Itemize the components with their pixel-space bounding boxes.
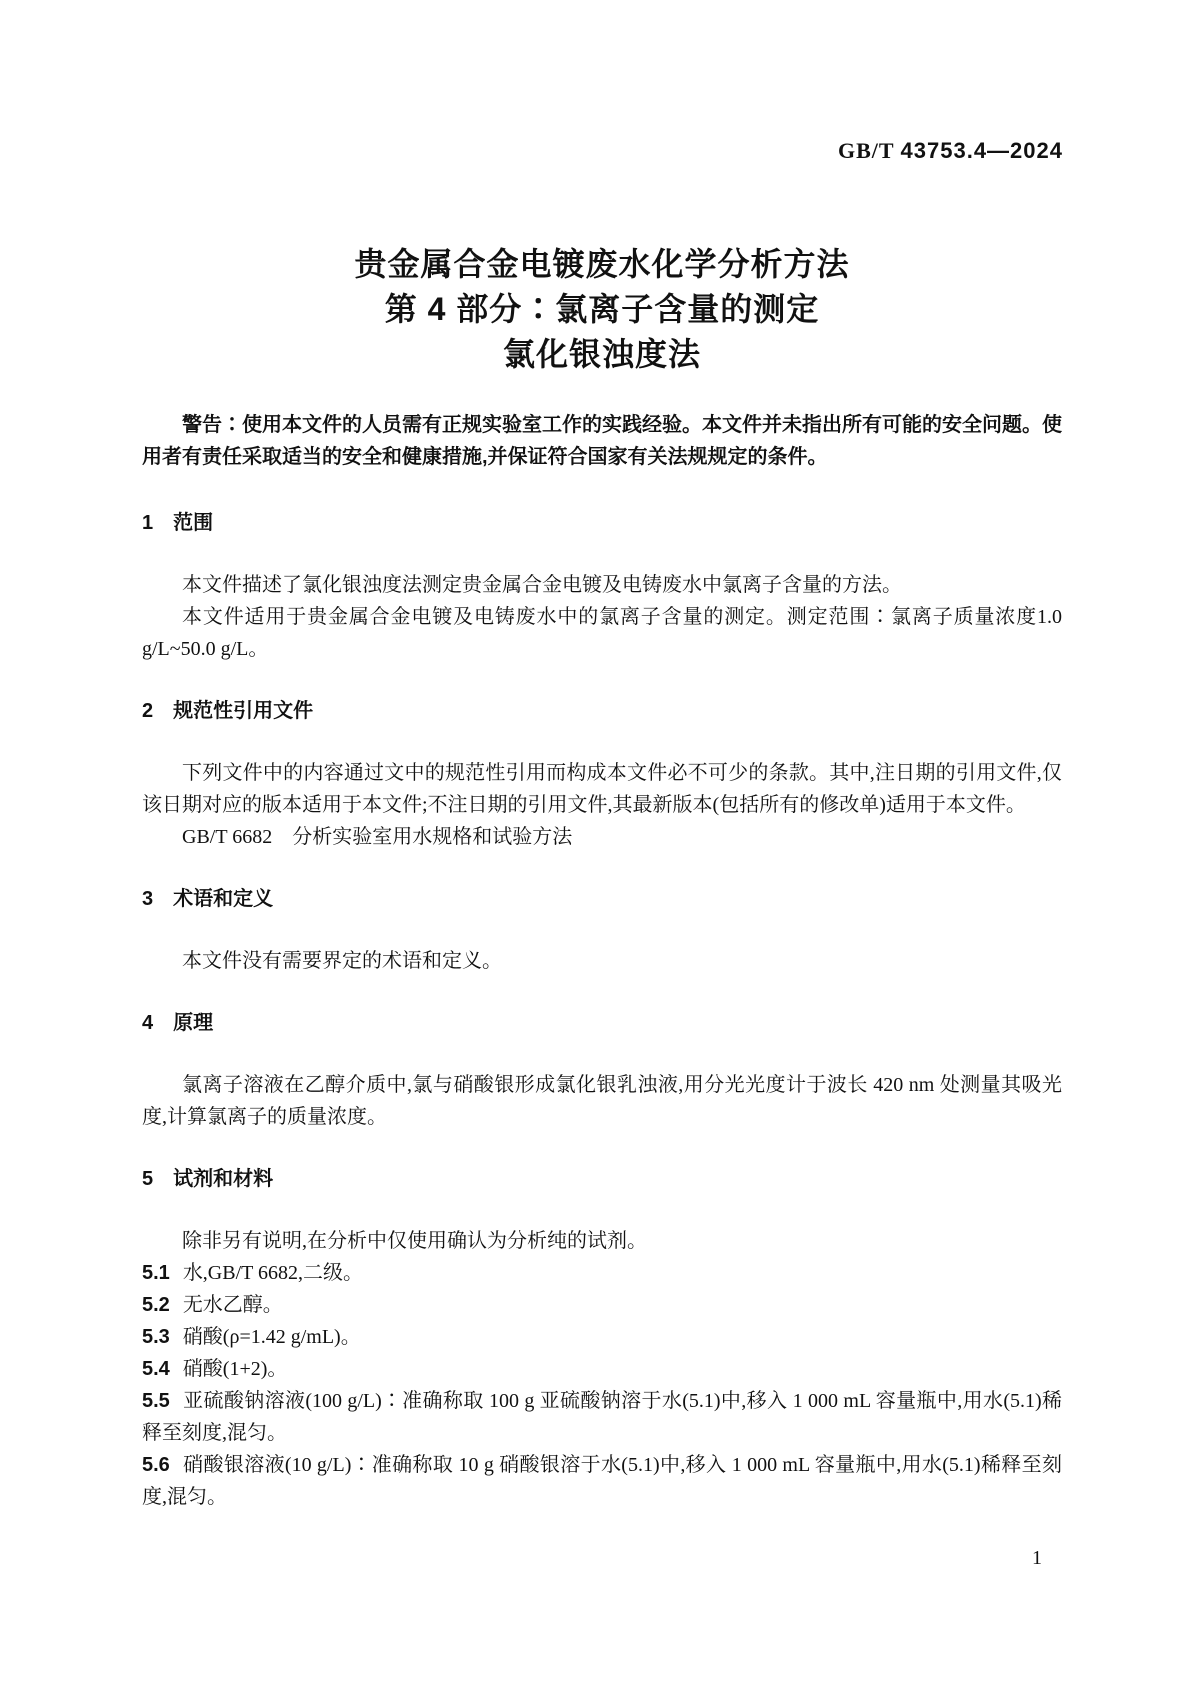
clause-5-2-text: 无水乙醇。 [182, 1294, 283, 1316]
clause-5-1-text: 水,GB/T 6682,二级。 [182, 1262, 364, 1284]
warning-paragraph: 警告∶使用本文件的人员需有正规实验室工作的实践经验。本文件并未指出所有可能的安全问题。使用者有责任采取适当的安全和健康措施,并保证符合国家有关法规规定的条件。 [142, 414, 1062, 468]
title-line-1: 贵金属合金电镀废水化学分析方法 [354, 246, 850, 282]
clause-5-3-text: 硝酸(ρ=1.42 g/mL)。 [182, 1326, 361, 1348]
clause-5-5 [142, 1385, 1062, 1449]
section-3-number: 3 [142, 888, 154, 910]
title-line-2: 第 4 部分∶氯离子含量的测定 [384, 291, 820, 327]
section-2-paragraph-1: 下列文件中的内容通过文中的规范性引用而构成本文件必不可少的条款。其中,注日期的引用文件,仅该日期对应的版本适用于本文件;不注日期的引用文件,其最新版本(包括所有的修改单)适用于本文件。 [142, 762, 1062, 816]
section-1-number: 1 [142, 512, 154, 534]
clause-5-6 [142, 1449, 1062, 1513]
section-1-heading [142, 507, 1062, 539]
section-3-paragraph-1: 本文件没有需要界定的术语和定义。 [182, 950, 502, 972]
section-4-number: 4 [142, 1012, 154, 1034]
section-5-heading [142, 1163, 1062, 1195]
clause-5-4-text: 硝酸(1+2)。 [182, 1358, 288, 1380]
section-5-number: 5 [142, 1168, 154, 1190]
clause-5-1 [142, 1257, 1062, 1289]
clause-5-1-number: 5.1 [142, 1262, 170, 1284]
section-4-paragraph-1: 氯离子溶液在乙醇介质中,氯与硝酸银形成氯化银乳浊液,用分光光度计于波长 420 nm 处测量其吸光度,计算氯离子的质量浓度。 [142, 1074, 1062, 1128]
page-number: 1 [1032, 1547, 1042, 1569]
clause-5-2 [142, 1289, 1062, 1321]
section-3-title: 术语和定义 [173, 888, 274, 910]
section-3-heading [142, 883, 1062, 915]
standard-number-prefix: GB/T [837, 138, 895, 163]
document-body [142, 507, 1062, 1513]
title-line-3: 氯化银浊度法 [502, 336, 701, 372]
clause-5-4 [142, 1353, 1062, 1385]
clause-5-6-number: 5.6 [142, 1454, 170, 1476]
standard-number [838, 139, 1063, 163]
section-4-title: 原理 [173, 1012, 214, 1034]
clause-5-6-text: 硝酸银溶液(10 g/L)∶准确称取 10 g 硝酸银溶于水(5.1)中,移入 1 000 mL 容量瓶中,用水(5.1)稀释至刻度,混匀。 [142, 1454, 1062, 1508]
section-1-paragraph-2: 本文件适用于贵金属合金电镀及电铸废水中的氯离子含量的测定。测定范围∶氯离子质量浓度1.0 g/L~50.0 g/L。 [142, 606, 1062, 660]
clause-5-3-number: 5.3 [142, 1326, 170, 1348]
section-2-number: 2 [142, 700, 154, 722]
section-5-paragraph-1: 除非另有说明,在分析中仅使用确认为分析纯的试剂。 [182, 1230, 647, 1252]
section-2-reference-entry: GB/T 6682 分析实验室用水规格和试验方法 [182, 826, 573, 848]
section-4-heading [142, 1007, 1062, 1039]
clause-5-3 [142, 1321, 1062, 1353]
section-5-title: 试剂和材料 [173, 1168, 274, 1190]
clause-5-2-number: 5.2 [142, 1294, 170, 1316]
clause-5-4-number: 5.4 [142, 1358, 170, 1380]
section-2-title: 规范性引用文件 [173, 700, 314, 722]
section-2-heading [142, 695, 1062, 727]
section-1-paragraph-1: 本文件描述了氯化银浊度法测定贵金属合金电镀及电铸废水中氯离子含量的方法。 [182, 574, 902, 596]
document-title [142, 242, 1062, 377]
section-1-title: 范围 [173, 512, 214, 534]
clause-5-5-number: 5.5 [142, 1390, 170, 1412]
standard-number-code: 43753.4—2024 [900, 138, 1063, 163]
clause-5-5-text: 亚硫酸钠溶液(100 g/L)∶准确称取 100 g 亚硫酸钠溶于水(5.1)中,移入 1 000 mL 容量瓶中,用水(5.1)稀释至刻度,混匀。 [142, 1390, 1062, 1444]
